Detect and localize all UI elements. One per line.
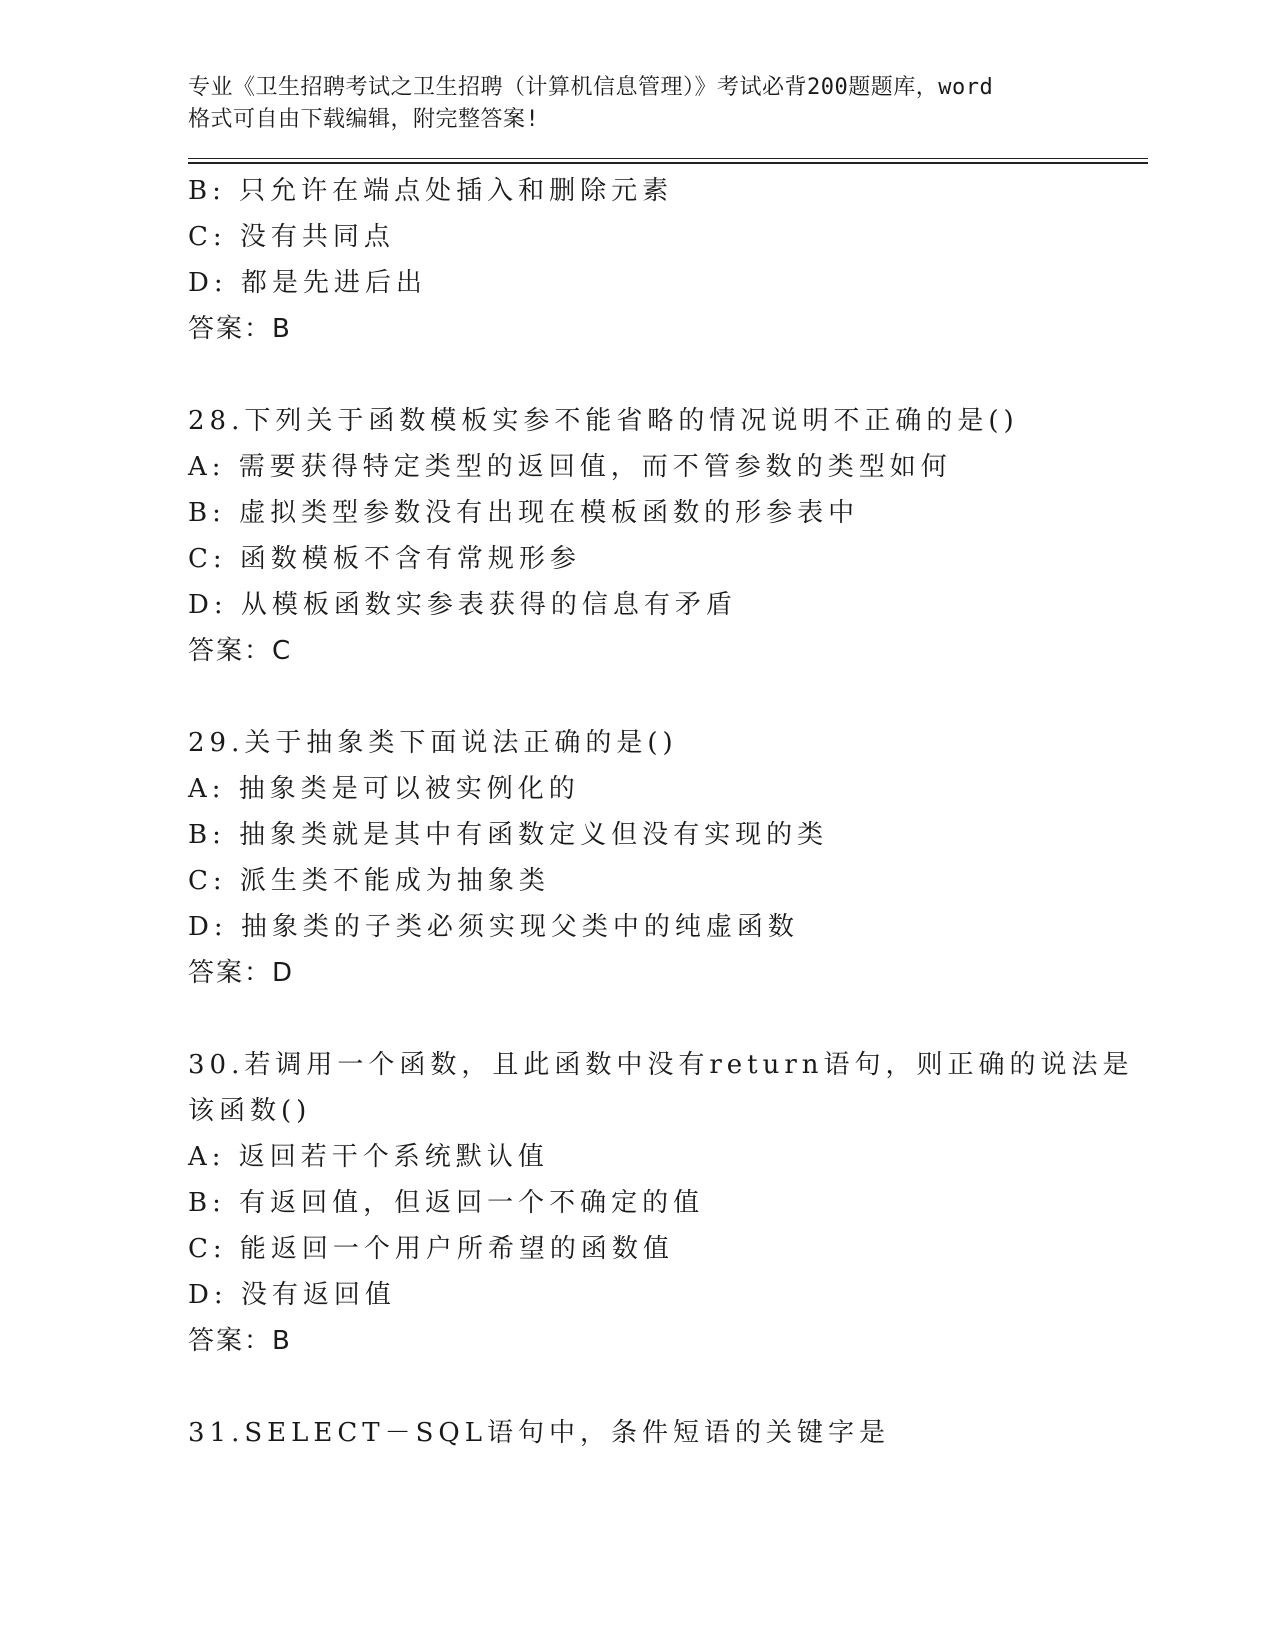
answer-line: 答案：B <box>188 314 292 344</box>
header-divider <box>188 158 1148 164</box>
question-stem: 29.关于抽象类下面说法正确的是() <box>188 728 678 758</box>
option-d: D: 都是先进后出 <box>188 268 427 298</box>
option-a: A: 返回若干个系统默认值 <box>188 1142 549 1172</box>
option-b: B: 抽象类就是其中有函数定义但没有实现的类 <box>188 820 829 850</box>
header-line-2: 格式可自由下载编辑，附完整答案! <box>188 107 540 132</box>
answer-line: 答案：D <box>188 958 295 988</box>
option-c: C: 函数模板不含有常规形参 <box>188 544 581 574</box>
question-block-29 <box>188 720 1148 996</box>
document-header <box>188 72 1148 136</box>
question-stem-line-2: 该函数() <box>188 1096 312 1126</box>
header-line-1: 专业《卫生招聘考试之卫生招聘（计算机信息管理）》考试必背200题题库，word <box>188 75 994 100</box>
option-b: B: 只允许在端点处插入和删除元素 <box>188 176 674 206</box>
option-c: C: 没有共同点 <box>188 222 395 252</box>
option-c: C: 派生类不能成为抽象类 <box>188 866 550 896</box>
option-d: D: 从模板函数实参表获得的信息有矛盾 <box>188 590 737 620</box>
option-b: B: 有返回值，但返回一个不确定的值 <box>188 1188 705 1218</box>
option-c: C: 能返回一个用户所希望的函数值 <box>188 1234 674 1264</box>
question-block-27-partial <box>188 168 1148 352</box>
question-list <box>188 168 1148 1456</box>
option-a: A: 抽象类是可以被实例化的 <box>188 774 580 804</box>
option-a: A: 需要获得特定类型的返回值，而不管参数的类型如何 <box>188 452 952 482</box>
question-stem-line-1: 30.若调用一个函数，且此函数中没有return语句，则正确的说法是 <box>188 1050 1134 1080</box>
option-b: B: 虚拟类型参数没有出现在模板函数的形参表中 <box>188 498 860 528</box>
question-block-28 <box>188 398 1148 674</box>
option-d: D: 抽象类的子类必须实现父类中的纯虚函数 <box>188 912 799 942</box>
question-stem: 28.下列关于函数模板实参不能省略的情况说明不正确的是() <box>188 406 1019 436</box>
question-block-31 <box>188 1410 1148 1456</box>
answer-line: 答案：C <box>188 636 293 666</box>
option-d: D: 没有返回值 <box>188 1280 396 1310</box>
answer-line: 答案：B <box>188 1326 292 1356</box>
document-page <box>188 72 1148 1456</box>
question-stem: 31.SELECT－SQL语句中，条件短语的关键字是 <box>188 1418 891 1448</box>
question-block-30 <box>188 1042 1148 1364</box>
